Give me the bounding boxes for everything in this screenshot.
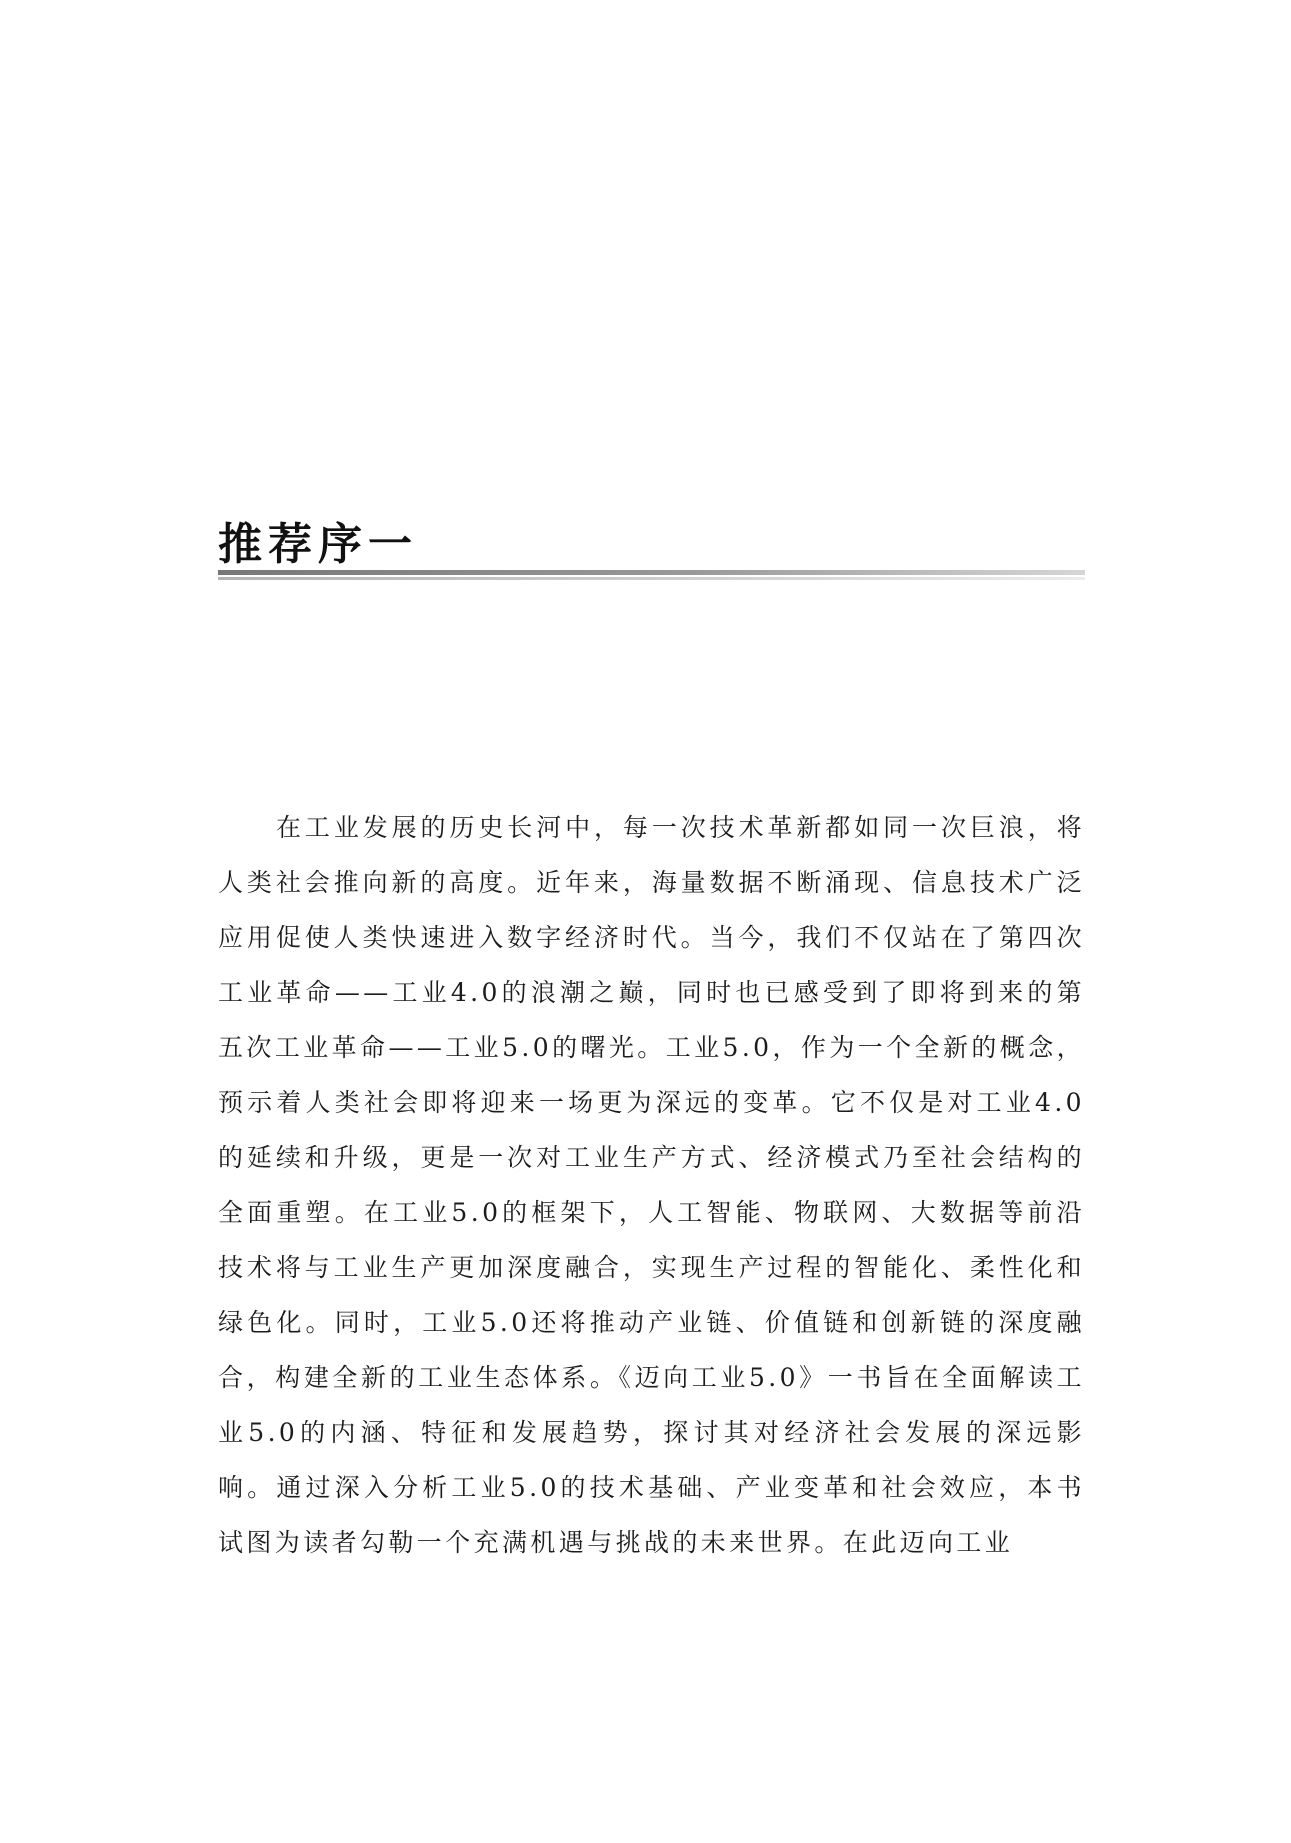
body-text <box>218 800 1085 1570</box>
body-paragraph: 在工业发展的历史长河中，每一次技术革新都如同一次巨浪，将人类社会推向新的高度。近年来，海量数据不断涌现、信息技术广泛应用促使人类快速进入数字经济时代。当今，我们不仅站在了第四次工业革命——工业4.0的浪潮之巅，同时也已感受到了即将到来的第五次工业革命——工业5.0的曙光。工业5.0，作为一个全新的概念，预示着人类社会即将迎来一场更为深远的变革。它不仅是对工业4.0的延续和升级，更是一次对工业生产方式、经济模式乃至社会结构的全面重塑。在工业5.0的框架下，人工智能、物联网、大数据等前沿技术将与工业生产更加深度融合，实现生产过程的智能化、柔性化和绿色化。同时，工业5.0还将推动产业链、价值链和创新链的深度融合，构建全新的工业生态体系。《迈向工业5.0》一书旨在全面解读工业5.0的内涵、特征和发展趋势，探讨其对经济社会发展的深远影响。通过深入分析工业5.0的技术基础、产业变革和社会效应，本书试图为读者勾勒一个充满机遇与挑战的未来世界。在此迈向工业 <box>218 813 1085 1557</box>
title-divider <box>218 570 1085 580</box>
divider-thin-line <box>218 577 1085 580</box>
page-title: 推荐序一 <box>218 519 418 571</box>
